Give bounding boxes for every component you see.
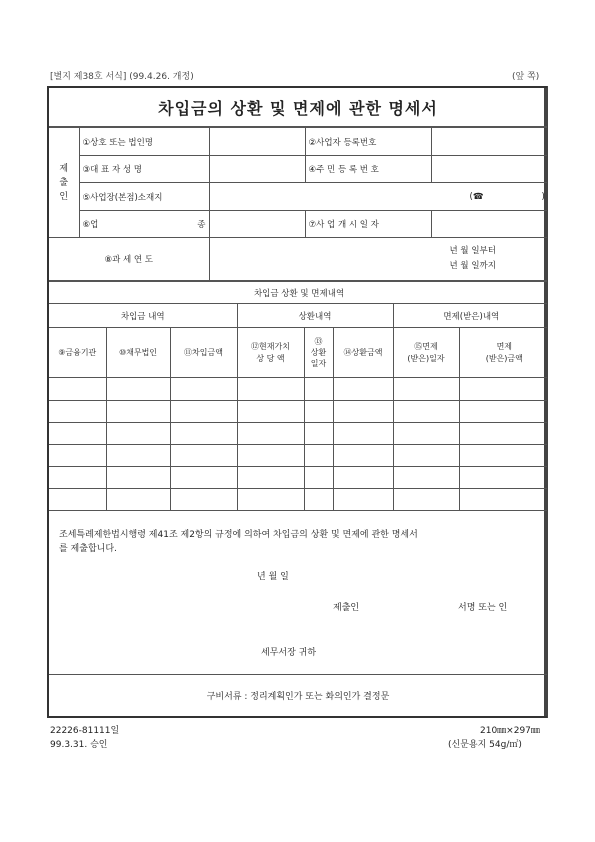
table-cell[interactable]	[393, 467, 459, 489]
table-row	[49, 489, 547, 511]
table-row	[49, 445, 547, 467]
tax-year-label: ⑧과 세 연 도	[49, 238, 209, 281]
borrow-group-header: 차입금 내역	[49, 304, 237, 328]
col-present-value	[237, 328, 304, 378]
footer-code: 22226-81111일	[50, 726, 120, 736]
form-title: 차입금의 상환 및 면제에 관한 명세서	[158, 98, 438, 118]
table-cell[interactable]	[304, 423, 333, 445]
table-cell[interactable]	[393, 489, 459, 511]
table-cell[interactable]	[333, 378, 393, 401]
table-cell[interactable]	[106, 445, 170, 467]
table-cell[interactable]	[49, 489, 106, 511]
table-cell[interactable]	[170, 489, 237, 511]
table-cell[interactable]	[459, 489, 547, 511]
table-cell[interactable]	[304, 489, 333, 511]
business-type-field[interactable]	[209, 211, 305, 238]
table-cell[interactable]	[393, 401, 459, 423]
detail-section-title: 차입금 상환 및 면제내역	[49, 282, 547, 304]
table-cell[interactable]	[170, 401, 237, 423]
phone-close: )	[541, 192, 545, 202]
form-frame	[47, 86, 547, 718]
signature-label: 서명 또는 인	[458, 603, 508, 613]
applicant-label-char-1: 제	[59, 163, 69, 174]
table-cell[interactable]	[49, 467, 106, 489]
detail-rows	[49, 378, 547, 511]
table-cell[interactable]	[393, 378, 459, 401]
table-cell[interactable]	[304, 401, 333, 423]
table-cell[interactable]	[333, 423, 393, 445]
table-cell[interactable]	[106, 378, 170, 401]
table-cell[interactable]	[170, 423, 237, 445]
page-side-label: (앞 쪽)	[512, 72, 540, 82]
resident-reg-no-label: ④주 민 등 록 번 호	[305, 156, 431, 183]
table-cell[interactable]	[49, 445, 106, 467]
table-row	[49, 423, 547, 445]
phone-icon: (☎	[469, 192, 484, 202]
col-repay-amount: ⑭상환금액	[333, 328, 393, 378]
table-cell[interactable]	[304, 467, 333, 489]
col-exempt-amount	[459, 328, 547, 378]
table-row	[49, 467, 547, 489]
business-address-field[interactable]	[209, 183, 547, 211]
business-reg-no-label: ②사업자 등록번호	[305, 128, 431, 156]
col-present-value-l2: 상 당 액	[256, 353, 285, 363]
table-cell[interactable]	[106, 401, 170, 423]
table-cell[interactable]	[237, 445, 304, 467]
col-repay-date-l1: ⑬	[314, 337, 323, 347]
attachments-text: 구비서류 : 정리계획인가 또는 화의인가 결정문	[206, 691, 390, 702]
declaration-date: 년 월 일	[257, 572, 289, 582]
table-cell[interactable]	[459, 401, 547, 423]
start-date-field[interactable]	[431, 211, 547, 238]
table-cell[interactable]	[459, 467, 547, 489]
applicant-table	[49, 127, 547, 281]
table-cell[interactable]	[459, 445, 547, 467]
company-name-label: ①상호 또는 법인명	[79, 128, 209, 156]
representative-name-field[interactable]	[209, 156, 305, 183]
table-cell[interactable]	[170, 445, 237, 467]
company-name-field[interactable]	[209, 128, 305, 156]
col-exempt-date-l2: (받은)일자	[407, 353, 445, 363]
col-present-value-l1: ⑫현재가치	[251, 341, 290, 351]
col-debtor-corp: ⑩채무법인	[106, 328, 170, 378]
declaration-block	[49, 511, 547, 675]
table-cell[interactable]	[333, 467, 393, 489]
table-cell[interactable]	[333, 445, 393, 467]
table-cell[interactable]	[333, 489, 393, 511]
business-reg-no-field[interactable]	[431, 128, 547, 156]
attachments-row	[49, 675, 547, 715]
table-cell[interactable]	[304, 445, 333, 467]
applicant-group-label	[49, 128, 79, 238]
start-date-label: ⑦사 업 개 시 일 자	[305, 211, 431, 238]
detail-table	[49, 281, 547, 511]
declaration-line-1: 조세특례제한법시행령 제41조 제2항의 규정에 의하여 차입금의 상환 및 면제에 관한 명세서	[59, 530, 418, 540]
col-repay-date-l2: 상환	[310, 348, 327, 358]
col-financial-institution: ⑨금융기관	[49, 328, 106, 378]
table-row	[49, 378, 547, 401]
table-cell[interactable]	[333, 401, 393, 423]
table-cell[interactable]	[170, 378, 237, 401]
resident-reg-no-field[interactable]	[431, 156, 547, 183]
business-type-label-left: ⑥업	[82, 220, 99, 230]
table-cell[interactable]	[237, 467, 304, 489]
table-cell[interactable]	[459, 423, 547, 445]
col-repay-date	[304, 328, 333, 378]
table-cell[interactable]	[237, 378, 304, 401]
table-cell[interactable]	[304, 378, 333, 401]
table-cell[interactable]	[393, 423, 459, 445]
business-type-label	[79, 211, 209, 238]
table-cell[interactable]	[49, 423, 106, 445]
period-from: 년 월 일부터	[449, 246, 496, 256]
applicant-label-char-2: 출	[59, 177, 69, 188]
footer-size: 210㎜×297㎜	[480, 726, 540, 736]
representative-name-label: ③대 표 자 성 명	[79, 156, 209, 183]
business-address-label: ⑤사업장(본점)소재지	[79, 183, 209, 211]
form-reference: [별지 제38호 서식] (99.4.26. 개정)	[50, 72, 194, 82]
table-cell[interactable]	[393, 445, 459, 467]
title-row	[49, 88, 547, 127]
exempt-group-header: 면제(받은)내역	[393, 304, 547, 328]
submitter-label: 제출인	[333, 603, 360, 613]
footer-paper: (신문용지 54g/㎡)	[448, 740, 522, 750]
table-cell[interactable]	[106, 467, 170, 489]
repay-group-header: 상환내역	[237, 304, 393, 328]
table-cell[interactable]	[49, 378, 106, 401]
applicant-label-char-3: 인	[59, 191, 69, 202]
col-borrowed-amount: ⑪차입금액	[170, 328, 237, 378]
table-cell[interactable]	[170, 467, 237, 489]
period-to: 년 월 일까지	[449, 261, 496, 271]
col-exempt-date	[393, 328, 459, 378]
table-cell[interactable]	[237, 489, 304, 511]
tax-year-field[interactable]	[209, 238, 547, 281]
col-exempt-date-l1: ⑮면제	[414, 341, 438, 351]
table-cell[interactable]	[106, 423, 170, 445]
col-exempt-amount-l2: (받은)금액	[485, 353, 523, 363]
declaration-line-2: 를 제출합니다.	[59, 544, 117, 554]
table-cell[interactable]	[106, 489, 170, 511]
addressee: 세무서장 귀하	[261, 648, 317, 658]
table-cell[interactable]	[49, 401, 106, 423]
col-exempt-amount-l1: 면제	[496, 341, 513, 351]
table-cell[interactable]	[459, 378, 547, 401]
col-repay-date-l3: 일자	[310, 359, 327, 369]
table-cell[interactable]	[237, 401, 304, 423]
footer-approved: 99.3.31. 승인	[50, 740, 108, 750]
table-row	[49, 401, 547, 423]
table-cell[interactable]	[237, 423, 304, 445]
business-type-label-right: 종	[197, 220, 206, 230]
